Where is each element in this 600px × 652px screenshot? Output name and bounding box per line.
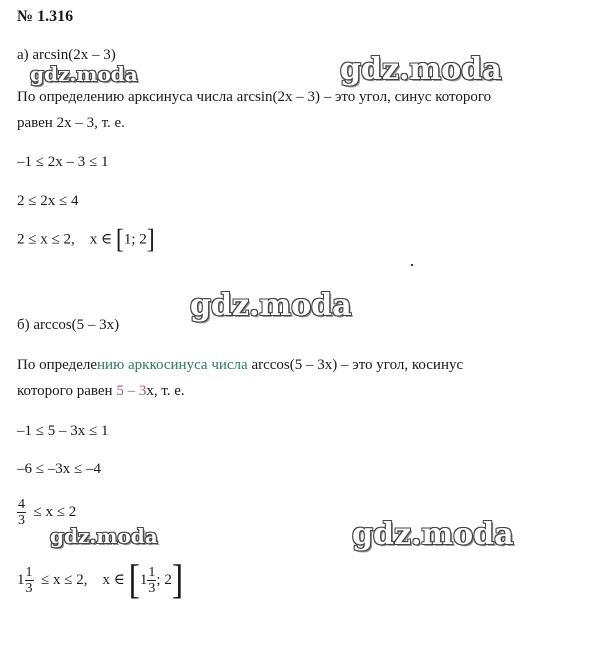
interval-denominator: 3	[148, 581, 156, 597]
watermark-logo: gdz.moda	[50, 524, 158, 548]
part-a-interval: 1; 2	[123, 231, 147, 248]
right-bracket: ]	[146, 225, 155, 255]
mixed-denominator: 3	[25, 581, 33, 597]
mixed-whole: 1	[17, 572, 25, 588]
part-a-inequality-1: –1 ≤ 2x – 3 ≤ 1	[17, 154, 109, 170]
part-b-label: б) arccos(5 – 3x)	[17, 317, 120, 333]
part-a-element-of: x ∈	[89, 231, 113, 248]
part-a-label: а) arcsin(2x – 3)	[17, 47, 116, 63]
watermark-logo: gdz.moda	[340, 52, 502, 87]
part-a-inequality-2: 2 ≤ 2x ≤ 4	[17, 193, 79, 209]
part-a-inequality-3	[17, 225, 155, 255]
problem-number: № 1.316	[17, 8, 74, 25]
part-b-def-2b: 5 – 3	[116, 383, 147, 399]
part-b-def-2c: x, т. е.	[146, 383, 185, 399]
mixed-numerator: 1	[25, 565, 33, 581]
part-b-inequality-1: –1 ≤ 5 – 3x ≤ 1	[17, 423, 109, 439]
interval-whole: 1	[139, 572, 148, 588]
left-bracket: [	[128, 557, 140, 603]
part-a-definition-line-2: равен 2x – 3, т. е.	[17, 115, 125, 131]
watermark-logo: gdz.moda	[352, 517, 514, 552]
part-b-definition-line-1	[17, 356, 463, 374]
interval-end: ; 2	[156, 572, 172, 588]
watermark-logo: gdz.moda	[30, 62, 138, 86]
part-b-def-1b: нию арккосинуса числа	[97, 357, 248, 373]
fraction-denominator: 3	[18, 513, 25, 529]
part-b-inequality-4	[17, 557, 184, 603]
mixed-fraction	[25, 565, 34, 596]
part-b-element-of: x ∈	[102, 572, 125, 588]
part-b-inequality-3-tail: ≤ x ≤ 2	[33, 504, 77, 520]
fraction-four-thirds	[17, 497, 26, 528]
part-b-def-1c: arccos(5 – 3x) – это угол, косинус	[247, 357, 464, 373]
part-b-inequality-2: –6 ≤ –3x ≤ –4	[17, 461, 101, 477]
watermark-logo: gdz.moda	[190, 288, 352, 323]
fraction-numerator: 4	[18, 497, 25, 513]
part-b-def-1a: По определе	[17, 357, 98, 373]
left-bracket: [	[115, 225, 124, 255]
part-a-inequality-3-left: 2 ≤ x ≤ 2,	[17, 231, 75, 248]
stray-dot	[411, 264, 413, 266]
interval-numerator: 1	[148, 565, 156, 581]
part-b-definition-line-2	[17, 382, 185, 400]
part-a-definition-line-1: По определению арксинуса числа arcsin(2x – 3) – это угол, синус которого	[17, 89, 492, 105]
right-bracket: ]	[171, 557, 184, 603]
part-b-inequality-4-tail: ≤ x ≤ 2,	[41, 572, 88, 588]
part-b-def-2a: которого равен	[17, 383, 117, 399]
